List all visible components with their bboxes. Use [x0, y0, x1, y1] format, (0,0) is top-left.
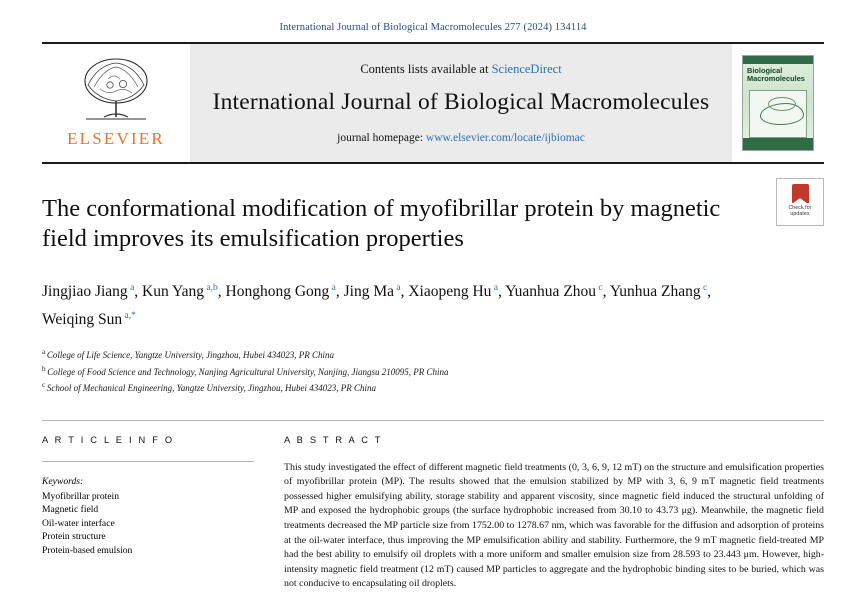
author-affiliation-mark: a,*: [122, 311, 136, 322]
cover-artwork: [749, 90, 807, 138]
author-affiliation-mark: a: [329, 283, 336, 293]
cover-molecule-shape-secondary: [768, 97, 796, 111]
keyword-item: Magnetic field: [42, 504, 99, 516]
elsevier-wordmark: ELSEVIER: [67, 129, 165, 148]
homepage-prefix: journal homepage:: [337, 132, 426, 144]
crossmark-line2: updates: [790, 211, 810, 218]
article-info-heading: A R T I C L E I N F O: [42, 434, 175, 445]
affiliation-item: $^a$ College of Life Science, Yangtze University, Jingzhou, Hubei 434023, PR China: [42, 348, 334, 361]
affiliation-item: $^b$ College of Food Science and Technology, Nanjing Agricultural University, Nanjing, Jiangsu 210095, PR China: [42, 364, 449, 377]
author-name: Yuanhua Zhou: [505, 283, 597, 301]
affiliation-item: $^c$ School of Mechanical Engineering, Yangtze University, Jingzhou, Hubei 434023, PR China: [42, 381, 376, 394]
keyword-item: Protein-based emulsion: [42, 544, 133, 556]
cover-title: Biological Macromolecules: [747, 66, 805, 84]
info-abstract-section: [42, 420, 824, 592]
author-name: Honghong Gong: [225, 283, 330, 301]
journal-homepage-link[interactable]: www.elsevier.com/locate/ijbiomac: [425, 132, 585, 144]
abstract-column: [284, 435, 824, 592]
author-affiliation-mark: a,b: [204, 283, 218, 293]
keyword-item: Protein structure: [42, 531, 106, 543]
contents-line: [360, 62, 561, 77]
publisher-logo: [42, 44, 190, 162]
author-affiliation-mark: a: [127, 283, 135, 293]
author-affiliation-mark: c: [700, 283, 708, 293]
keyword-item: Oil-water interface: [42, 517, 115, 529]
journal-cover: [732, 44, 824, 162]
author-affiliation-mark: c: [596, 283, 603, 293]
article-info-rule: [42, 461, 254, 462]
sciencedirect-link[interactable]: ScienceDirect: [491, 62, 562, 76]
author-name: Jing Ma: [343, 283, 394, 301]
author-name: Jingjiao Jiang: [42, 283, 128, 301]
journal-cover-image: [742, 55, 814, 151]
contents-prefix: Contents lists available at: [360, 62, 492, 76]
journal-masthead: [42, 42, 824, 164]
article-info-column: [42, 435, 254, 592]
page-title: The conformational modification of myofibrillar protein by magnetic field improves its emulsification properties: [42, 195, 721, 252]
author-affiliation-mark: a: [491, 283, 499, 293]
running-head: International Journal of Biological Macromolecules 277 (2024) 134114: [279, 22, 587, 33]
author-list: Jingjiao Jiang $^a$, Kun Yang $^{a,b}$, Honghong Gong $^a$, Jing Ma $^a$, Xiaopeng Hu $^a$, Yuanhua Zhou $^c$, Yunhua Zhang $^c$, Weiqing Sun $^{a,*}$: [42, 283, 712, 329]
crossmark-line1: Check for: [788, 205, 812, 211]
author-name: Kun Yang: [142, 283, 205, 301]
author-affiliation-mark: a: [394, 283, 401, 293]
abstract-text: This study investigated the effect of different magnetic field treatments (0, 3, 6, 9, 12 mT) on the structure and emulsification properties of myofibrillar protein (MP). The results showed that the emulsion stabilized by MP with 3, 6, 9 mT magnetic field treatments possessed higher emulsifying ability, storage stability and apparent viscosity, since magnetic field induced the structural unfolding of MP and exposed the hydrophobic groups (the surface hydrophobic increased from 30.10 to 43.73 μg). Meanwhile, the magnetic field treatments decreased the MP particle size from 1752.00 to 1278.67 nm, which was favorable for the diffusion and adsorption of proteins at the oil-water interface, thus improving the MP emulsification ability and stability. Furthermore, the 9 mT magnetic field-treated MP had the best ability to emulsify oil droplets with a more uniform and smaller emulsion size from 28.593 to 23.443 μm. However, high-intensity magnetic field treatment (12 mT) caused MP particles to aggregate and the hydrophobic binding sites to be buried, which was not conducive to encapsulating oil droplets.: [284, 461, 824, 590]
author-name: Yunhua Zhang: [609, 283, 701, 301]
author-name: Weiqing Sun: [42, 311, 123, 329]
keyword-list: [42, 490, 254, 558]
affiliation-list: [42, 346, 824, 395]
masthead-center: [190, 44, 732, 162]
homepage-line: [337, 132, 585, 144]
crossmark-icon: [792, 184, 809, 203]
abstract-heading: A B S T R A C T: [284, 434, 383, 445]
journal-title: International Journal of Biological Macromolecules: [212, 89, 710, 115]
author-name: Xiaopeng Hu: [408, 283, 492, 301]
elsevier-tree-icon: [74, 55, 158, 127]
crossmark-badge[interactable]: [776, 178, 824, 226]
title-area: [42, 164, 824, 396]
cover-top-band: [743, 56, 813, 64]
keywords-label: Keywords:: [42, 475, 84, 487]
cover-bottom-band: [743, 138, 813, 150]
keyword-item: Myofibrillar protein: [42, 490, 119, 502]
